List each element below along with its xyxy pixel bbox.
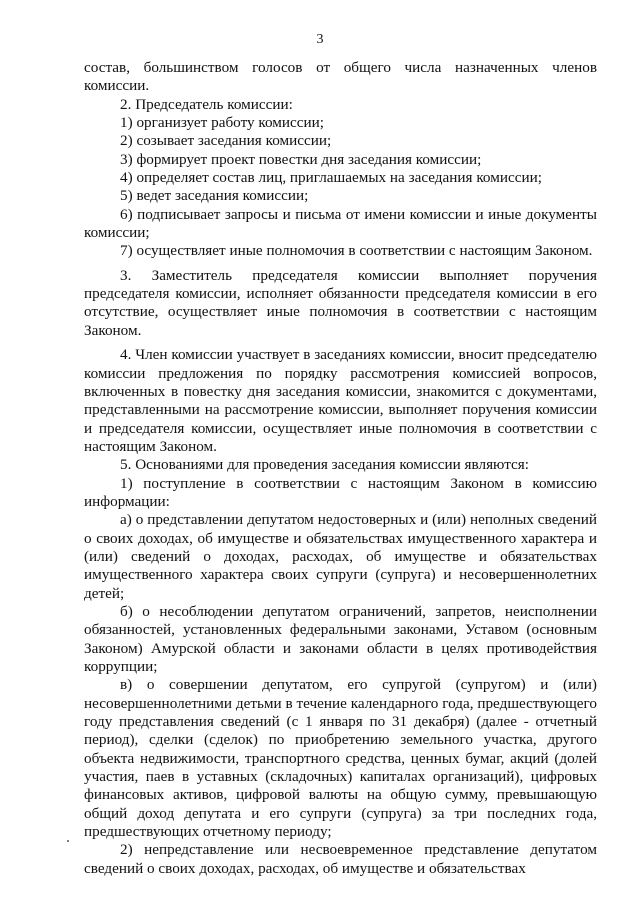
paragraph-deputy-chairman: 3. Заместитель председателя комиссии выполняет поручения председателя комиссии, исполняет обязанности председателя комиссии в его отсутствие, осуществляет иные полномочия в соответствии с настоящим Законом. xyxy=(84,266,597,339)
paragraph-commission-member: 4. Член комиссии участвует в заседаниях комиссии, вносит председателю комиссии предложения по порядку рассмотрения комиссией вопросов, включенных в повестку дня заседания комиссии, знакомится с документами, представленными на рассмотрение комиссии, выполняет поручения комиссии и председателя комиссии, осуществляет иные полномочия в соответствии с настоящим Законом. xyxy=(84,346,597,455)
list-item-chairman-4: 4) определяет состав лиц, приглашаемых на заседания комиссии; xyxy=(120,169,542,187)
list-item-chairman-5: 5) ведет заседания комиссии; xyxy=(120,187,309,205)
document-body xyxy=(84,59,597,878)
paragraph-grounds-heading: 5. Основаниями для проведения заседания комиссии являются: xyxy=(120,456,529,474)
list-item-chairman-7: 7) осуществляет иные полномочия в соответствии с настоящим Законом. xyxy=(120,242,593,260)
sub-item-grounds-v: в) о совершении депутатом, его супругой (супругом) и (или) несовершеннолетними детьми в течение календарного года, предшествующего году представления сведений (с 1 января по 31 декабря) (далее - отчетный период), сделки (сделок) по приобретению земельного участка, другого объекта недвижимости, транспортного средства, ценных бумаг, акций (долей участия, паев в уставных (складочных) капиталах организаций), цифровых финансовых активов, цифровой валюты на общую сумму, превышающую общий доход депутата и его супруги (супруга) за три последних года, предшествующих отчетному периоду; xyxy=(84,676,597,841)
list-item-grounds-2: 2) непредставление или несвоевременное представление депутатом сведений о своих доходах, расходах, об имуществе и обязательствах xyxy=(84,841,597,877)
sub-item-grounds-b: б) о несоблюдении депутатом ограничений, запретов, неисполнении обязанностей, установленных федеральными законами, Уставом (основным Законом) Амурской области и законами области в целях противодействия коррупции; xyxy=(84,602,597,675)
list-item-chairman-3: 3) формирует проект повестки дня заседания комиссии; xyxy=(120,150,482,168)
page-number: 3 xyxy=(316,32,324,47)
paragraph-continuation: состав, большинством голосов от общего числа назначенных членов комиссии. xyxy=(84,59,597,95)
list-item-grounds-1: 1) поступление в соответствии с настоящим Законом в комиссию информации: xyxy=(84,474,597,510)
list-item-chairman-2: 2) созывает заседания комиссии; xyxy=(120,132,332,150)
sub-item-grounds-a: а) о представлении депутатом недостоверных и (или) неполных сведений о своих доходах, об имуществе и обязательствах имущественного характера и (или) сведений о доходах, расходах, об имуществе и обязательствах имущественного характера своих супруги (супруга) и несовершеннолетних детей; xyxy=(84,511,597,602)
scan-speck xyxy=(67,840,69,842)
list-item-chairman-6: 6) подписывает запросы и письма от имени комиссии и иные документы комиссии; xyxy=(84,205,597,242)
list-item-chairman-1: 1) организует работу комиссии; xyxy=(120,114,324,132)
paragraph-chairman-heading: 2. Председатель комиссии: xyxy=(120,95,293,113)
